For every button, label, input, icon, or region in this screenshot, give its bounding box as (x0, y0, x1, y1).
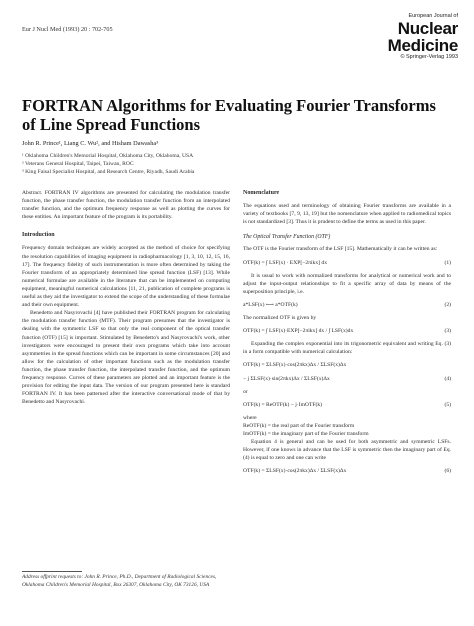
logo-line-1: Nuclear (397, 18, 458, 38)
nomenclature-heading: Nomenclature (243, 190, 280, 196)
logo-small-text: European Journal of (408, 13, 458, 19)
equation-4a-body: OTF(k) = ΣLSF(x)·cos(2πkx)Δx / ΣLSF(x)Δx (243, 362, 347, 369)
otf-intro: The OTF is the Fourier transform of the LSF [15]. Mathematically it can be written as: (243, 246, 438, 253)
definition-real: ReOTF(k) = the real part of the Fourier transform (243, 422, 355, 429)
abstract: Abstract. FORTRAN IV algorithms are presented for calculating the modulation transfer function, the phase transfer function, the modulation transfer function from an interpolated transfer function, and the optimum frequency response as well as plotting the curves for these entities. An important feature of the program is its portability. (22, 190, 230, 221)
affiliation-2: ² Veterans General Hospital, Taipei, Taiwan, ROC (22, 161, 134, 167)
otf-heading: The Optical Transfer Function (OTF) (243, 234, 331, 241)
normalized-otf-intro: The normalized OTF is given by (243, 315, 317, 322)
where-text: where (243, 414, 257, 421)
equation-5-body: OTF(k) = ReOTF(k) − j·ImOTF(k) (243, 401, 323, 408)
equation-4b (243, 375, 451, 383)
equation-1 (243, 259, 451, 267)
author-affiliations (22, 152, 194, 176)
equation-1-body: OTF(k) = ∫ LSF(x) · EXP[−2πikx] dx (243, 259, 328, 266)
equation-3-body: OTF(k) = ∫ LSF(x)·EXP[−2πikx] dx / ∫ LSF(x)dx (243, 328, 354, 335)
affiliation-1: ¹ Oklahoma Children's Memorial Hospital, Oklahoma City, Oklahoma, USA (22, 153, 194, 159)
nomenclature-paragraph: The equations used and terminology of obtaining Fourier transforms are available in a variety of textbooks [7, 9, 13, 19] but the nomenclature when applied to radiomedical topics is not standardized [3]. Thus it is prudent to define the terms as used in this paper. (243, 203, 451, 226)
affiliation-3: ³ King Faisal Specialist Hospital, and Research Centre, Riyadh, Saudi Arabia (22, 169, 195, 175)
equation-6-number: (6) (444, 468, 451, 475)
equation-5-number: (5) (444, 401, 451, 408)
equation-1-number: (1) (444, 259, 451, 266)
article-authors: John R. Prince¹, Liang C. Wu², and Hisham Dawasha³ (22, 140, 159, 147)
definition-imaginary: ImOTF(k) = the imaginary part of the Fourier transform (243, 430, 369, 437)
intro-paragraph-2: Benedetto and Nasyrovachi [4] have published their FORTRAN program for calculating the modulation transfer function (MTF). Their program presumes that the investigator is dealing with the symmetric LSF so that only the real component of the optical transfer function (OTF) [15] is important. Stimulated by Benedetto's and Nasyrovachi's work, other investigators were encouraged to present their own programs which take into account asymmetries in the spread functions which can be important in some circumstances [20] and allow for the calculation of other important functions such as the modulation transfer function, the phase transfer function, the interpolated transfer function, and the optimum frequency response. Curves of these parameters are plotted and an important feature is the provision for editing the input data. The version of our program presented here is standard FORTRAN IV. It has been patterned after the interactive conversational mode of that by Benedetto and Nasyrovachi. (22, 310, 230, 406)
logo-publisher: © Springer-Verlag 1993 (400, 53, 458, 60)
equation-4a (243, 361, 451, 369)
or-text: or (243, 388, 248, 395)
introduction-heading: Introduction (22, 232, 55, 239)
left-column (22, 189, 230, 406)
equation-6 (243, 467, 451, 475)
equation-4-number: (4) (444, 375, 451, 382)
article-title: FORTRAN Algorithms for Evaluating Fourier Transforms of Line Spread Functions (22, 96, 436, 134)
journal-citation: Eur J Nucl Med (1993) 20 : 702-705 (22, 26, 113, 33)
journal-logo (388, 14, 458, 60)
equation-3-number: (3) (444, 328, 451, 335)
offprint-footnote: Address offprint requests to: John R. Prince, Ph.D., Department of Radiological Sciences, Oklahoma Children's Memorial Hospital, Box 26307, Oklahoma City, OK 73126, USA (22, 574, 217, 588)
logo-line-2: Medicine (387, 35, 458, 55)
equation-5 (243, 401, 451, 409)
right-column (243, 189, 451, 480)
normalization-paragraph: It is usual to work with normalized transforms for analytical or numerical work and to adjust the input-output relationships to fit a specific array of data by means of the superposition principle, i.e. (243, 272, 451, 295)
equation-6-body: OTF(k) = ΣLSF(x)·cos(2πkx)Δx / ΣLSF(x)Δx (243, 468, 347, 475)
equation-2 (243, 301, 451, 309)
intro-paragraph-1: Frequency domain techniques are widely accepted as the method of choice for specifying the resolution capabilities of imaging equipment in radiopharmacology [1, 3, 10, 12, 15, 16, 17]. The frequency fidelity of such instrumentation is more often determined by taking the Fourier transform of an appropriately determined line spread function (LSF) [13]. While numerical formulae are available in the literature that can be implemented on computing equipment, meaningful numerical calculations [11, 21, publication of complete programs is useful as they aid the investigator to extend the scope of the understanding of these formulae and their own equipment. (22, 245, 230, 309)
expansion-paragraph: Expanding the complex exponential into its trigonometric equivalent and writing Eq. (3) in a form compatible with numerical calculation: (243, 341, 451, 356)
equation-2-number: (2) (444, 301, 451, 308)
footnote-rule (22, 571, 82, 572)
equation-2-body: a*LSF(x) ⟷ a*OTF(k) (243, 301, 298, 308)
symmetric-paragraph: Equation 4 is general and can be used for both asymmetric and symmetric LSFs. However, if one knows in advance that the LSF is symmetric then the imaginary part of Eq. (4) is equal to zero and one can write (243, 439, 451, 462)
equation-4b-body: − j ΣLSF(x)·sin(2πkx)Δx / ΣLSF(x)Δx (243, 375, 330, 382)
equation-3 (243, 327, 451, 335)
